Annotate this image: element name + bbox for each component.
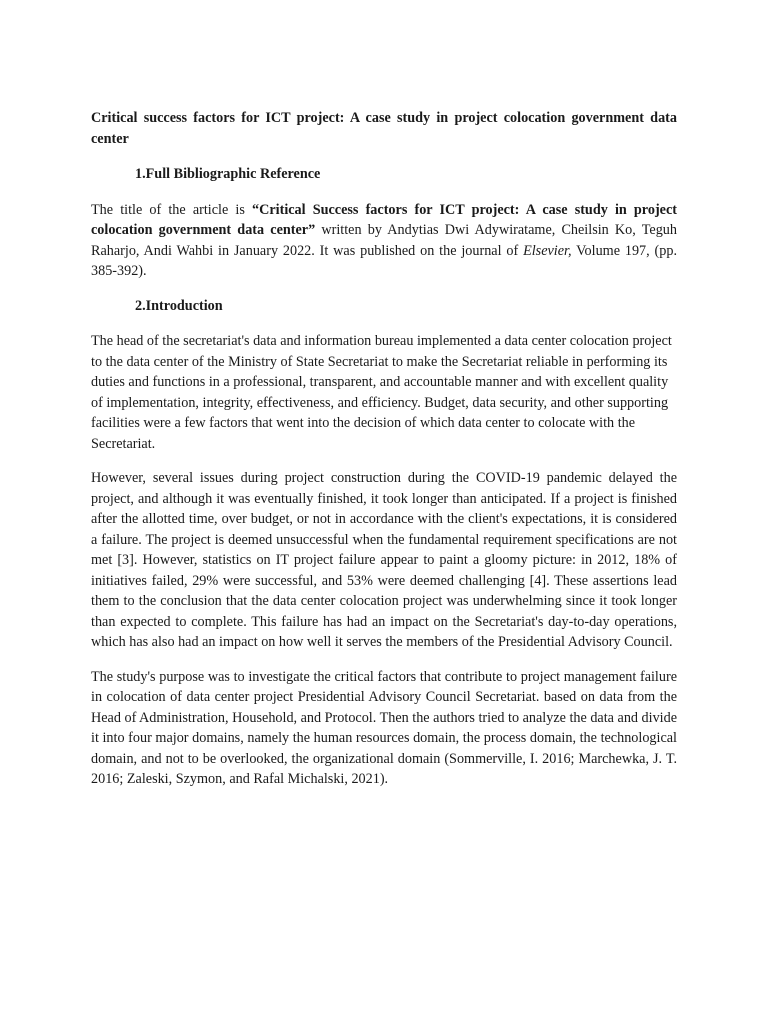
introduction-paragraph-1: The head of the secretariat's data and information bureau implemented a data center colocation project to the data center of the Ministry of State Secretariat to make the Secretariat reliable in performing its duties and functions in a professional, transparent, and accountable manner and with excellent quality of implementation, integrity, effectiveness, and efficiency. Budget, data security, and other supporting facilities were a few factors that went into the decision of which data center to colocate with the Secretariat. bbox=[91, 333, 672, 452]
bibliographic-reference-paragraph bbox=[91, 200, 677, 282]
journal-name: Elsevier, bbox=[523, 242, 572, 259]
document-page bbox=[91, 108, 677, 804]
introduction-paragraph-2: However, several issues during project construction during the COVID-19 pandemic delayed the project, and although it was eventually finished, it took longer than anticipated. If a project is finished after the allotted time, over budget, or not in accordance with the client's expectations, it is considered a failure. The project is deemed unsuccessful when the fundamental requirement specifications are not met [3]. However, statistics on IT project failure appear to paint a gloomy picture: in 2012, 18% of initiatives failed, 29% were successful, and 53% were deemed challenging [4]. These assertions lead them to the conclusion that the data center colocation project was underwhelming since it took longer than expected to complete. This failure has had an impact on the Secretariat's day-to-day operations, which has also had an impact on how well it serves the members of the Presidential Advisory Council. bbox=[91, 470, 677, 650]
reference-text-before-title: The title of the article is bbox=[91, 201, 253, 218]
section-heading-introduction: 2.Introduction bbox=[135, 297, 223, 314]
reference-text-volume: Volume 197, (pp. 385-392). bbox=[91, 242, 677, 279]
article-title: “Critical Success factors for ICT project: A case study in project colocation government data center” bbox=[91, 201, 677, 238]
section-heading-bibliographic-reference: 1.Full Bibliographic Reference bbox=[135, 166, 321, 182]
introduction-paragraph-3: The study's purpose was to investigate the critical factors that contribute to project management failure in colocation of data center project Presidential Advisory Council Secretariat. based on data from the Head of Administration, Household, and Protocol. Then the authors tried to analyze the data and divide it into four major domains, namely the human resources domain, the process domain, the technological domain, and not to be overlooked, the organizational domain (Sommerville, I. 2016; Marchewka, J. T. 2016; Zaleski, Szymon, and Rafal Michalski, 2021). bbox=[91, 668, 678, 787]
reference-text-authors: written by Andytias Dwi Adywiratame, Cheilsin Ko, Teguh Raharjo, Andi Wahbi in January 2022. It was published on the journal of bbox=[91, 222, 677, 259]
document-title: Critical success factors for ICT project: A case study in project colocation government data center bbox=[91, 110, 677, 147]
